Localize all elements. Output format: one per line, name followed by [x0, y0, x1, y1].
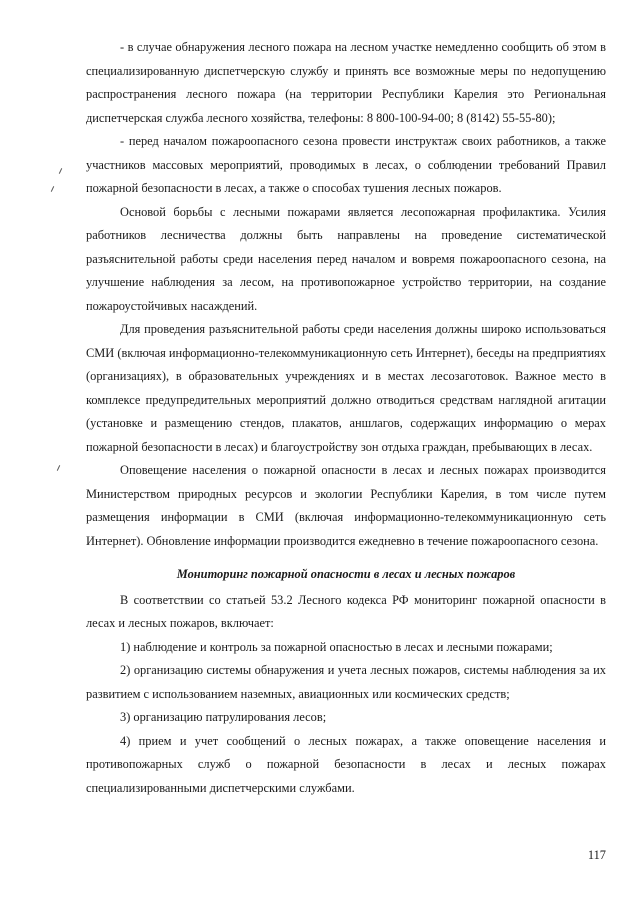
list-item-detection-system: 2) организацию системы обнаружения и учета лесных пожаров, системы наблюдения за их развитием с использованием наземных, авиационных или космических средств; [86, 663, 606, 701]
margin-mark [57, 465, 60, 471]
page-number: 117 [587, 848, 606, 862]
section-heading: Мониторинг пожарной опасности в лесах и лесных пожаров [176, 567, 516, 581]
list-item-observation: 1) наблюдение и контроль за пожарной опасностью в лесах и лесными пожарами; [120, 639, 553, 654]
margin-mark [51, 186, 54, 192]
document-page [86, 36, 606, 800]
paragraph-report-fire: - в случае обнаружения лесного пожара на лесном участке немедленно сообщить об этом в специализированную диспетчерскую службу и принять все возможные меры по недопущению распространения лесного пожара (на территории Республики Карелия это Региональная диспетчерская служба лесного хозяйства, телефоны: 8 800-100-94-00; 8 (8142) 55-55-80); [86, 40, 606, 125]
list-item-reports: 4) прием и учет сообщений о лесных пожарах, а также оповещение населения и противопожарных служб о пожарной безопасности в лесах и лесных пожарах специализированными диспетчерскими службами. [86, 733, 606, 795]
paragraph-monitoring-intro: В соответствии со статьей 53.2 Лесного кодекса РФ мониторинг пожарной опасности в лесах и лесных пожаров, включает: [86, 592, 606, 630]
paragraph-public-notification: Оповещение населения о пожарной опасности в лесах и лесных пожарах производится Министерством природных ресурсов и экологии Республики Карелия, в том числе путем размещения информации в СМИ (включая информационно-телекоммуникационную сеть Интернет). Обновление информации производится ежедневно в течение пожароопасного сезона. [86, 463, 606, 548]
paragraph-media-outreach: Для проведения разъяснительной работы среди населения должны широко использоваться СМИ (включая информационно-телекоммуникационную сеть Интернет), беседы на предприятиях (организациях), в образовательных учреждениях и в местах лесозаготовок. Важное место в комплексе предупредительных мероприятий должно отводиться средствам наглядной агитации (установке и размещению стендов, плакатов, аншлагов, содержащих информацию о мерах пожарной безопасности в лесах) и благоустройству зон отдыха граждан, пребывающих в лесах. [86, 322, 606, 454]
margin-mark [59, 168, 62, 174]
paragraph-prevention-basis: Основой борьбы с лесными пожарами является лесопожарная профилактика. Усилия работников лесничества должны быть направлены на проведение систематической разъяснительной работы среди населения перед началом и вовремя пожароопасного сезона, на улучшение наблюдения за лесом, на противопожарное устройство территории, на создание пожароустойчивых насаждений. [86, 204, 606, 313]
list-item-patrolling: 3) организацию патрулирования лесов; [120, 710, 327, 724]
paragraph-instruct-workers: - перед началом пожароопасного сезона провести инструктаж своих работников, а также участников массовых мероприятий, проводимых в лесах, о соблюдении требований Правил пожарной безопасности в лесах, а также о способах тушения лесных пожаров. [86, 134, 606, 195]
